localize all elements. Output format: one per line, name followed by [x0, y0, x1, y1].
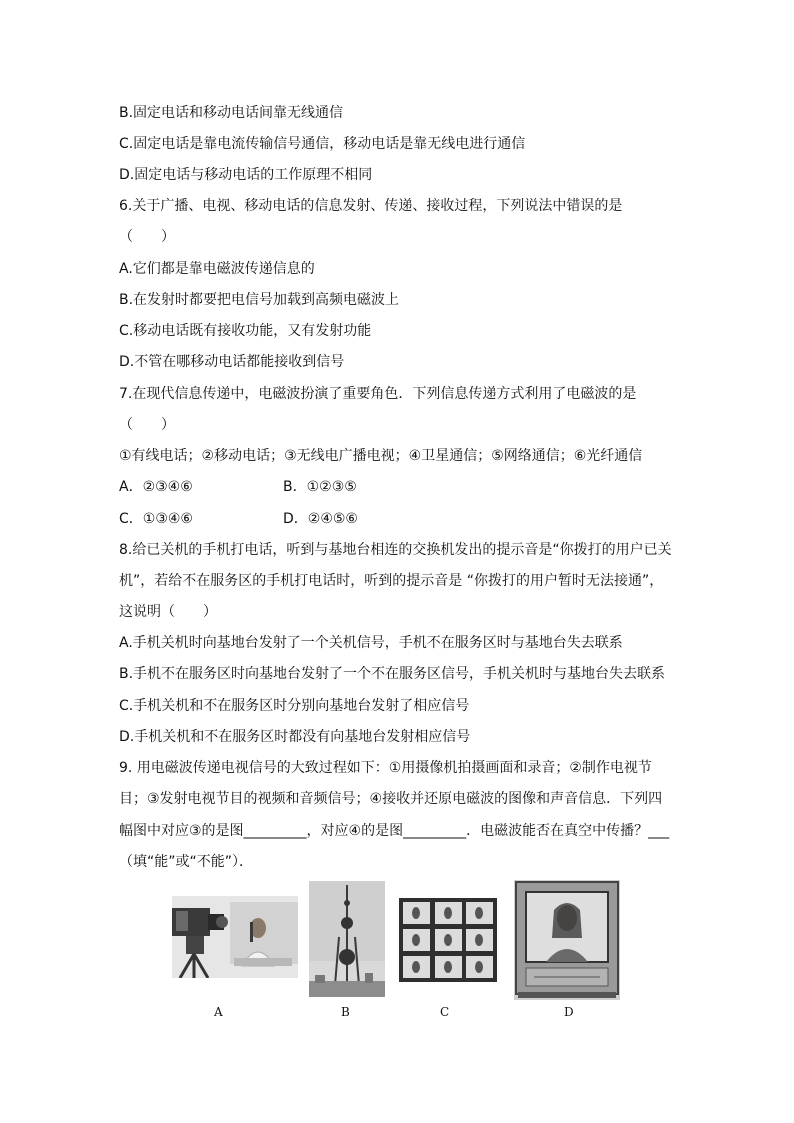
question-7-option-a: A．②③④⑥	[119, 479, 193, 495]
question-6-option-d: D.不管在哪移动电话都能接收到信号	[119, 354, 345, 370]
question-8-option-d: D.手机关机和不在服务区时都没有向基地台发射相应信号	[119, 729, 471, 745]
figure-b-tv-tower-image	[309, 881, 385, 997]
question-8-option-a: A.手机关机时向基地台发射了一个关机信号，手机不在服务区时与基地台失去联系	[119, 635, 623, 651]
question-7-option-c: C．①③④⑥	[119, 511, 193, 527]
question-8-option-b: B.手机不在服务区时向基地台发射了一个不在服务区信号，手机关机时与基地台失去联系	[119, 666, 666, 682]
question-7-option-d: D．②④⑤⑥	[283, 511, 358, 527]
question-9-stem-3: 幅图中对应③的是图_________，对应④的是图_________．电磁波能否在真空中传播？___	[119, 823, 670, 839]
question-9-stem-4: （填“能”或“不能”）．	[119, 854, 254, 870]
option-d-prev: D.固定电话与移动电话的工作原理不相同	[119, 167, 373, 183]
question-9-stem-1: 9. 用电磁波传递电视信号的大致过程如下：①用摄像机拍摄画面和录音；②制作电视节	[119, 760, 652, 776]
option-c-prev: C.固定电话是靠电流传输信号通信，移动电话是靠无线电进行通信	[119, 136, 526, 152]
question-6-stem: 6.关于广播、电视、移动电话的信息发射、传递、接收过程，下列说法中错误的是	[119, 198, 623, 214]
figure-c-label: C	[440, 1005, 450, 1019]
question-8-stem-3: 这说明（ ）	[119, 604, 217, 620]
question-6-option-c: C.移动电话既有接收功能，又有发射功能	[119, 323, 372, 339]
figure-b-label: B	[341, 1005, 350, 1019]
question-6-option-a: A.它们都是靠电磁波传递信息的	[119, 261, 315, 277]
question-7-option-b: B．①②③⑤	[283, 479, 357, 495]
question-9-stem-2: 目；③发射电视节目的视频和音频信号；④接收并还原电磁波的图像和声音信息．下列四	[119, 791, 663, 807]
question-8-stem-1: 8.给已关机的手机打电话，听到与基地台相连的交换机发出的提示音是“你拨打的用户已关	[119, 542, 672, 558]
question-8-stem-2: 机”，若给不在服务区的手机打电话时，听到的提示音是 “你拨打的用户暂时无法接通”，	[119, 573, 664, 589]
figure-a-camera-image	[172, 896, 298, 978]
question-7-stem: 7.在现代信息传递中，电磁波扮演了重要角色．下列信息传递方式利用了电磁波的是	[119, 386, 637, 402]
question-6-paren: （ ）	[119, 229, 175, 245]
figure-a-label: A	[214, 1005, 223, 1019]
figure-d-television-image	[514, 880, 620, 1000]
figure-d-label: D	[564, 1005, 574, 1019]
question-8-option-c: C.手机关机和不在服务区时分别向基地台发射了相应信号	[119, 698, 470, 714]
question-7-paren: （ ）	[119, 417, 175, 433]
question-7-items: ①有线电话；②移动电话；③无线电广播电视；④卫星通信；⑤网络通信；⑥光纤通信	[119, 448, 643, 464]
option-b-prev: B.固定电话和移动电话间靠无线通信	[119, 105, 344, 121]
question-6-option-b: B.在发射时都要把电信号加载到高频电磁波上	[119, 292, 400, 308]
figure-c-monitor-wall-image	[399, 898, 497, 982]
